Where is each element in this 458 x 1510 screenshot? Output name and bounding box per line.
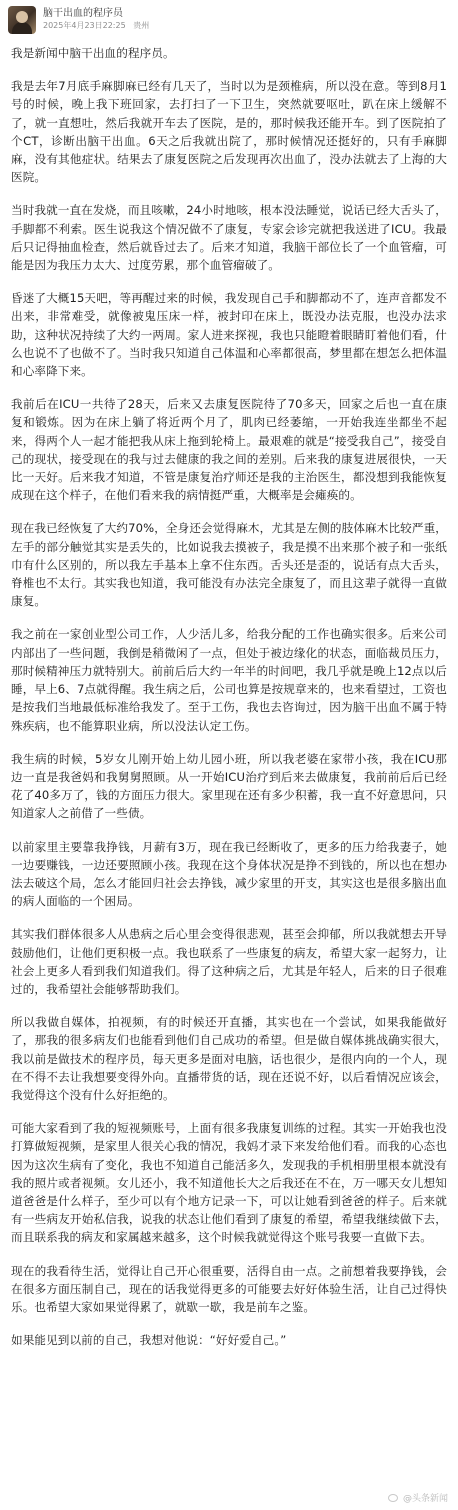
paragraph: 其实我们群体很多人从患病之后心里会变得很悲观，甚至会抑郁，所以我就想去开导鼓励他们，让他们更积极一点。我也联系了一些康复的病友，希望大家一起努力，让社会上更多人看到我们知道我们。得了这种病之后，尤其是年轻人，后来的日子很难过的，我希望社会能够帮助我们。	[11, 927, 447, 996]
weibo-logo-icon	[388, 1493, 400, 1503]
paragraph: 现在我已经恢复了大约70%，全身还会觉得麻木，尤其是左侧的肢体麻木比较严重，左手的部分触觉其实是丢失的，比如说我去摸被子，我是摸不出来那个被子和一张纸巾有什么区别的，所以我左手基本上拿不住东西。舌头还是歪的，说话有点大舌头，脊椎也不太行。其实我也知道，我可能没有办法完全康复了，而且这辈子就得一直做康复。	[11, 521, 447, 609]
paragraph: 我之前在一家创业型公司工作，人少活儿多，给我分配的工作也确实很多。后来公司内部出了一些问题，我倒是稍微闲了一点，但处于被边缘化的状态，面临裁员压力，那时候精神压力就特别大。前前后后大约一年半的时间吧，我几乎就是晚上12点以后睡，早上6、7点就得醒。我生病之后，公司也算是按规章来的，也来看望过，工资也是按我们当地最低标准给我发了。至于工伤，我也去咨询过，因为脑干出血不属于特殊疾病，也不能算职业病，所以没法认定工伤。	[11, 627, 447, 733]
post-body	[11, 44, 447, 1364]
paragraph: 如果能见到以前的自己，我想对他说：“好好爱自己。”	[11, 1333, 287, 1348]
paragraph: 我生病的时候，5岁女儿刚开始上幼儿园小班，所以我老婆在家带小孩，我在ICU那边一直是我爸妈和我舅舅照顾。从一开始ICU治疗到后来去做康复，我前前后后已经花了40多万了，钱的方面压力很大。家里现在还有多少积蓄，我一直不好意思问，只知道家人之前借了一些债。	[11, 751, 447, 821]
paragraph: 现在的我看待生活，觉得让自己开心很重要，活得自由一点。之前想着我要挣钱，会在很多方面压制自己，现在的话我觉得更多的可能要去好好体验生活，让自己过得快乐。也希望大家如果觉得累了，就歇一歇，我是前车之鉴。	[11, 1263, 447, 1314]
paragraph: 昏迷了大概15天吧，等再醒过来的时候，我发现自己手和脚都动不了，连声音都发不出来，非常难受，就像被鬼压床一样，被封印在床上，既没办法克服，也没办法求助，这种状况持续了大约一两周。家人进来探视，我也只能瞪着眼睛盯着他们看，什么也说不了也做不了。当时我只知道自己体温和心率都很高，梦里都在想怎么把体温和心率降下来。	[11, 291, 447, 379]
weibo-watermark	[388, 1491, 448, 1504]
post-location: 贵州	[133, 21, 150, 30]
post-timestamp: 2025年4月23日22:25	[43, 21, 126, 30]
author-name[interactable]: 脑干出血的程序员	[43, 8, 123, 19]
paragraph: 我前后在ICU一共待了28天，后来又去康复医院待了70多天，回家之后也一直在康复和锻炼。因为在床上躺了将近两个月了，肌肉已经萎缩，一开始我连坐都坐不起来，得两个人一起才能把我从床上拖到轮椅上。最艰难的就是“接受我自己”，接受自己的现状，接受现在的我与过去健康的我之间的差别。后来我的康复进展很快，一天比一天好。后来我才知道，不管是康复治疗师还是我的主治医生，都没想到我能恢复成现在这个样子，在他们看来我的病情挺严重，大概率是会瘫痪的。	[11, 397, 447, 503]
paragraph: 我是新闻中脑干出血的程序员。	[11, 46, 175, 60]
paragraph: 当时我就一直在发烧，而且咳嗽，24小时地咳，根本没法睡觉，说话已经大舌头了，手脚都不利索。医生说我这个情况做不了康复，专家会诊完就把我送进了ICU。我最后只记得抽血检查，然后就昏过去了。后来才知道，我脑干部位长了一个血管瘤，可能是因为我压力太大、过度劳累，那个血管瘤破了。	[11, 203, 447, 273]
paragraph: 以前家里主要靠我挣钱，月薪有3万，现在我已经断收了，更多的压力给我妻子，她一边要赚钱，一边还要照顾小孩。我现在这个身体状况是挣不到钱的，所以也在想办法去破这个局，怎么才能回归社会去挣钱，减少家里的开支，其实这也是很多脑出血的病人面临的一个困局。	[11, 839, 447, 909]
paragraph: 我是去年7月底手麻脚麻已经有几天了，当时以为是颈椎病，所以没在意。等到8月1号的时候，晚上我下班回家，去打扫了一下卫生，突然就要呕吐，趴在床上缓解不了，就一直想吐，然后我就开车去了医院，是的，那时候我还能开车。到了医院拍了个CT，诊断出脑干出血。6天之后我就出院了，那时候情况还挺好的，只有手麻脚麻，没有其他症状。结果去了康复医院之后发现再次出血了，没办法就去了上海的大医院。	[11, 79, 447, 185]
paragraph: 所以我做自媒体，拍视频，有的时候还开直播，其实也在一个尝试，如果我能做好了，那我的很多病友们也能看到他们自己成功的希望。但是做自媒体挑战确实很大，我以前是做技术的程序员，每天更多是面对电脑，话也很少，是很内向的一个人，现在不得不去让我想要变得外向。直播带货的话，现在还说不好，以后看情况应该会，我觉得这个没有什么好拒绝的。	[11, 1015, 447, 1102]
post-meta	[43, 20, 154, 31]
watermark-text: @头条新闻	[402, 1494, 448, 1504]
avatar[interactable]	[8, 6, 36, 34]
post-header	[0, 0, 458, 38]
paragraph: 可能大家看到了我的短视频账号，上面有很多我康复训练的过程。其实一开始我也没打算做短视频，是家里人很关心我的情况，我妈才录下来发给他们看。而我的心态也因为这次生病有了变化，我也不知道自己能活多久，发现我的手机相册里根本就没有我的照片或者视频。女儿还小，我不知道他长大之后我还在不在，万一哪天女儿想知道爸爸是什么样子，至少可以有个地方记录一下，可以让她看到爸爸的样子。后来就有一些病友开始私信我，说我的状态让他们看到了康复的希望，希望我继续做下去，而且联系我的病友和家属越来越多，这个时候我就觉得这个账号我要一直做下去。	[11, 1121, 447, 1245]
